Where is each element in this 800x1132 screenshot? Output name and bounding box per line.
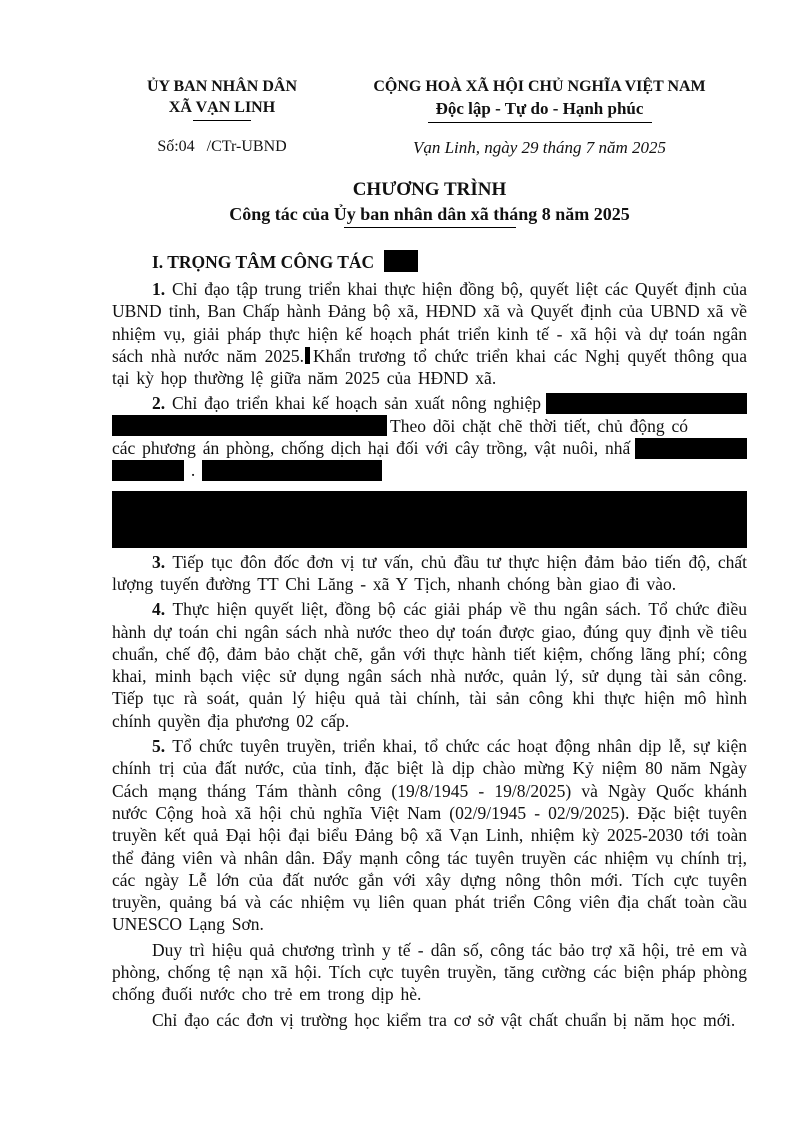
paragraph-2-line2 [112,415,747,437]
title-block [112,177,747,228]
document-number: Số:04 /CTr-UBND [157,138,287,155]
paragraph-2-line1 [112,392,747,414]
paragraph-1 [112,278,747,389]
redaction-box [202,460,382,481]
paragraph-2-line1-text: 2. Chỉ đạo triển khai kế hoạch sản xuất nông nghiệp [152,393,542,414]
national-motto-block [332,76,747,123]
paragraph-2-line2-text: Theo dõi chặt chẽ thời tiết, chủ động có [390,415,688,436]
header-left-rule [193,120,251,121]
paragraph-1-text-after: Khẩn trương tổ chức triển khai các Nghị quyết thông qua tại kỳ họp thường lệ giữa năm 2025 của HĐND xã. [112,345,747,389]
redaction-box [112,460,184,481]
paragraph-5-text: Tổ chức tuyên truyền, triển khai, tổ chức các hoạt động nhân dịp lễ, sự kiện chính trị của đất nước, của tỉnh, đặc biệt là dịp chào mừng Kỷ niệm 80 năm Ngày Cách mạng tháng Tám thành công (19/8/1945 - 19/8/2025) và Ngày Quốc khánh nước Cộng hoà xã hội chủ nghĩa Việt Nam (02/9/1945 - 02/9/2025). Đặc biệt tuyên truyền kết quả Đại hội đại biểu Đảng bộ xã Vạn Linh, nhiệm kỳ 2025-2030 tới toàn thể đảng viên và nhân dân. Đẩy mạnh công tác tuyên truyền các nhiệm vụ chính trị, các ngày Lễ lớn của đất nước gắn với xây dựng nông thôn mới. Tích cực tuyên truyền, quảng bá và các nhiệm vụ liên quan phát triển Công viên địa chất toàn cầu UNESCO Lạng Sơn. [112,736,748,935]
meta-row [112,138,747,158]
national-title: CỘNG HOÀ XÃ HỘI CHỦ NGHĨA VIỆT NAM [373,78,706,95]
paragraph-7 [112,1009,747,1031]
redaction-box [112,415,387,436]
redaction-box [546,393,747,414]
title-rule [344,227,516,228]
place-date-line: Vạn Linh, ngày 29 tháng 7 năm 2025 [412,138,667,157]
document-header [112,76,747,123]
paragraph-3 [112,551,747,596]
cursor-bar-redaction [305,347,310,364]
section-heading [112,249,747,275]
paragraph-6 [112,939,747,1006]
paragraph-3-number: 3. [152,551,166,572]
paragraph-1-number: 1. [152,279,166,299]
section-heading-text: I. TRỌNG TÂM CÔNG TÁC [152,252,375,272]
paragraph-2 [112,392,747,547]
document-body [112,278,747,1031]
document-type-title: CHƯƠNG TRÌNH [352,179,507,200]
paragraph-5-number: 5. [152,736,166,757]
large-redaction-block [112,491,747,548]
paragraph-2-line3 [112,437,747,459]
document-subject-title: Công tác của Ủy ban nhân dân xã tháng 8 năm 2025 [229,204,630,224]
issuing-authority-line1: ỦY BAN NHÂN DÂN [146,78,298,95]
paragraph-6-text: Duy trì hiệu quả chương trình y tế - dân số, công tác bảo trợ xã hội, trẻ em và phòng, chống tệ nạn xã hội. Tích cực tuyên truyền, tăng cường các biện pháp phòng chống đuối nước cho trẻ em trong dịp hè. [112,939,747,1005]
paragraph-4-text: Thực hiện quyết liệt, đồng bộ các giải pháp về thu ngân sách. Tổ chức điều hành dự toán chi ngân sách nhà nước theo dự toán được giao, đúng quy định về tiêu chuẩn, chế độ, đảm bảo chặt chẽ, gắn với thực hành tiết kiệm, chống lãng phí; công khai, minh bạch việc sử dụng ngân sách nhà nước, quản lý, sử dụng tài sản công. Tiếp tục rà soát, quản lý hiệu quả tài chính, tài sản công khi thực hiện mô hình chính quyền địa phương 02 cấp. [112,599,747,731]
paragraph-4-number: 4. [152,599,166,620]
paragraph-5 [112,735,747,936]
issuing-authority-line2: XÃ VẠN LINH [168,99,276,116]
paragraph-3-text: Tiếp tục đôn đốc đơn vị tư vấn, chủ đầu tư thực hiện đảm bảo tiến độ, chất lượng tuyến đường TT Chi Lăng - xã Y Tịch, nhanh chóng bàn giao đi vào. [112,551,747,594]
paragraph-7-text: Chỉ đạo các đơn vị trường học kiểm tra cơ sở vật chất chuẩn bị năm học mới. [152,1009,736,1030]
paragraph-4 [112,598,747,732]
issuing-authority-block [112,76,332,123]
redaction-box [384,250,418,272]
paragraph-2-line4-fragment: . [190,460,196,481]
redaction-box [635,438,747,459]
header-right-rule [428,122,652,123]
paragraph-2-number: 2. [152,393,166,414]
paragraph-2-line4 [112,459,747,481]
paragraph-1-text-before: Chỉ đạo tập trung triển khai thực hiện đồng bộ, quyết liệt các Quyết định của UBND tỉnh, Ban Chấp hành Đảng bộ xã, HĐND xã và Quyết định của UBND xã về nhiệm vụ, giải pháp thực hiện kế hoạch phát triển kinh tế - xã hội và dự toán ngân sách nhà nước năm 2025. [112,279,747,366]
national-motto: Độc lập - Tự do - Hạnh phúc [435,99,644,118]
paragraph-2-line3-text: các phương án phòng, chống dịch hại đối với cây trồng, vật nuôi, nhấ [112,438,631,459]
